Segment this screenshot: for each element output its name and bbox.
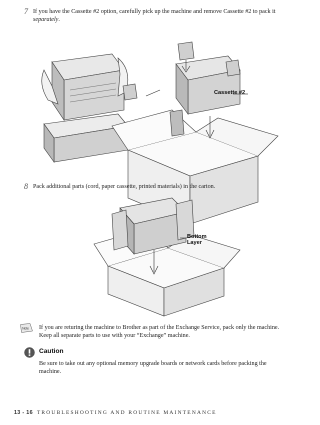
- step-number-8: 8: [24, 182, 28, 191]
- step-7-text-end: .: [58, 17, 60, 23]
- callout-bottom-layer-line1: Bottom: [187, 234, 207, 240]
- page-footer: [14, 410, 217, 416]
- callout-cassette-2: Cassette #2: [214, 90, 246, 96]
- section-title: TROUBLESHOOTING AND ROUTINE MAINTENANCE: [36, 410, 217, 416]
- callout-bottom-layer-line2: Layer: [187, 240, 202, 246]
- note-text: If you are returing the machine to Brother as part of the Exchange Service, pack only the machine. Keep all separate parts to use with your “Exchange” machine.: [39, 325, 280, 339]
- note-icon: [20, 323, 33, 333]
- caution-title: Caution: [39, 348, 64, 355]
- caution-icon: [24, 347, 35, 358]
- step-7-text-main: If you have the Cassette #2 option, carefully pick up the machine and remove Cassette #2 to pack it: [33, 9, 276, 15]
- callout-bottom-layer: [187, 234, 207, 246]
- note-icon-label: Note: [22, 326, 29, 331]
- step-number-7: 7: [24, 7, 28, 16]
- caution-text: Be sure to take out any optional memory upgrade boards or network cards before packing the machine.: [39, 361, 267, 375]
- page-number: 13 - 16: [14, 410, 33, 416]
- step-7-text-emphasis: separately: [33, 17, 59, 23]
- step-8-text: Pack additional parts (cord, paper cassette, printed materials) in the carton.: [33, 184, 216, 190]
